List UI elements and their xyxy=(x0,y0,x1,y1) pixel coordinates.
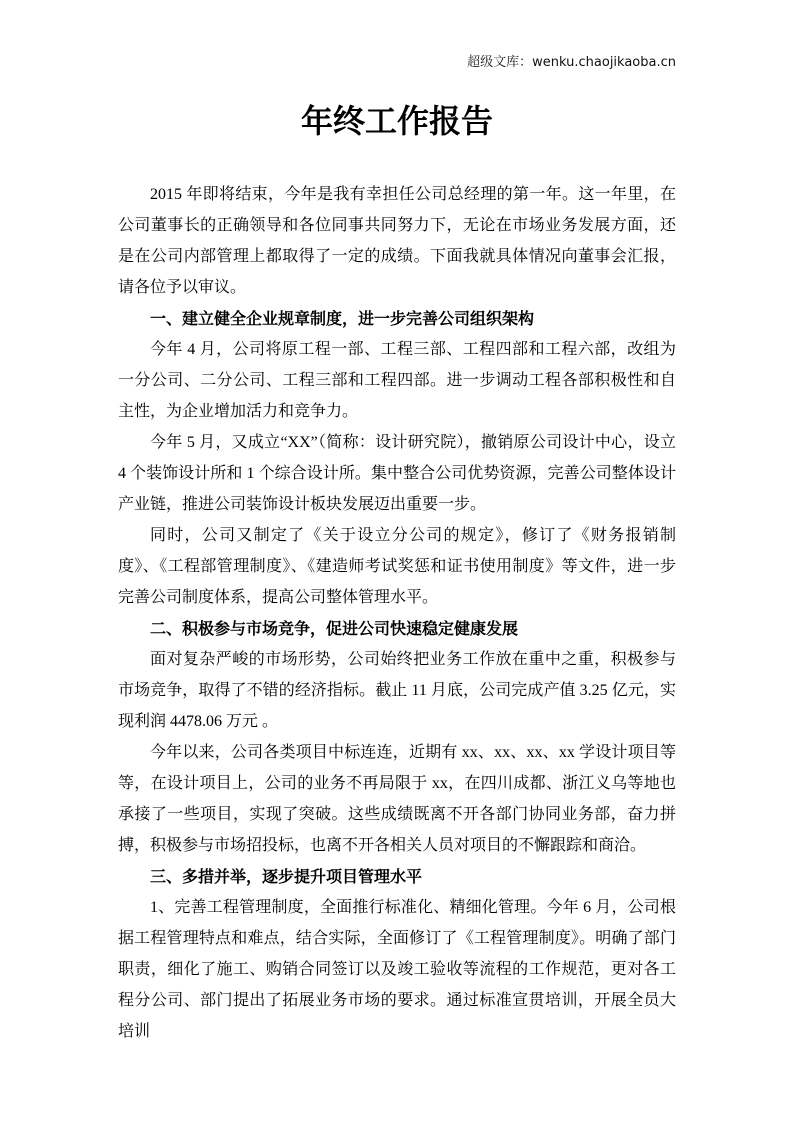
watermark-site-url: wenku.chaojikaoba.cn xyxy=(532,55,676,70)
section-heading-2: 二、积极参与市场竞争，促进公司快速稳定健康发展 xyxy=(150,619,519,638)
paragraph: 同时，公司又制定了《关于设立分公司的规定》，修订了《财务报销制度》、《工程部管理制度》、《建造师考试奖惩和证书使用制度》等文件，进一步完善公司制度体系，提高公司整体管理水平。 xyxy=(118,527,676,606)
paragraph: 1、完善工程管理制度，全面推行标准化、精细化管理。今年 6 月，公司根据工程管理特点和难点，结合实际，全面修订了《工程管理制度》。明确了部门职责，细化了施工、购销合同签订以及竣工验收等流程的工作规范，更对各工程分公司、部门提出了拓展业务市场的要求。通过标准宣贯培训，开展全员大培训 xyxy=(118,899,676,1040)
paragraph: 今年 4 月，公司将原工程一部、工程三部、工程四部和工程六部，改组为一分公司、二分公司、工程三部和工程四部。进一步调动工程各部积极性和自主性，为企业增加活力和竞争力。 xyxy=(118,341,676,420)
paragraph: 今年 5 月，又成立“XX”（简称：设计研究院），撤销原公司设计中心，设立 4 个装饰设计所和 1 个综合设计所。集中整合公司优势资源，完善公司整体设计产业链，推进公司装饰设计板块发展迈出重要一步。 xyxy=(118,434,676,513)
watermark-site-label: 超级文库： xyxy=(467,54,533,69)
paragraph: 面对复杂严峻的市场形势，公司始终把业务工作放在重中之重，积极参与市场竞争，取得了不错的经济指标。截止 11 月底，公司完成产值 3.25 亿元，实现利润 4478.06 万元 。 xyxy=(118,651,676,730)
document-body xyxy=(118,179,676,1047)
paragraph: 今年以来，公司各类项目中标连连，近期有 xx、xx、xx、xx 学设计项目等等，在设计项目上，公司的业务不再局限于 xx，在四川成都、浙江义乌等地也承接了一些项目，实现了突破。这些成绩既离不开各部门协同业务部，奋力拼搏，积极参与市场招投标，也离不开各相关人员对项目的不懈跟踪和商洽。 xyxy=(118,744,676,854)
document-title: 年终工作报告 xyxy=(300,102,493,140)
watermark-header xyxy=(0,0,793,71)
section-heading-3: 三、多措并举，逐步提升项目管理水平 xyxy=(150,867,423,886)
paragraph-intro: 2015 年即将结束，今年是我有幸担任公司总经理的第一年。这一年里，在公司董事长的正确领导和各位同事共同努力下，无论在市场业务发展方面，还是在公司内部管理上都取得了一定的成绩。下面我就具体情况向董事会汇报，请各位予以审议。 xyxy=(118,186,676,296)
section-heading-1: 一、建立健全企业规章制度，进一步完善公司组织架构 xyxy=(150,309,535,328)
